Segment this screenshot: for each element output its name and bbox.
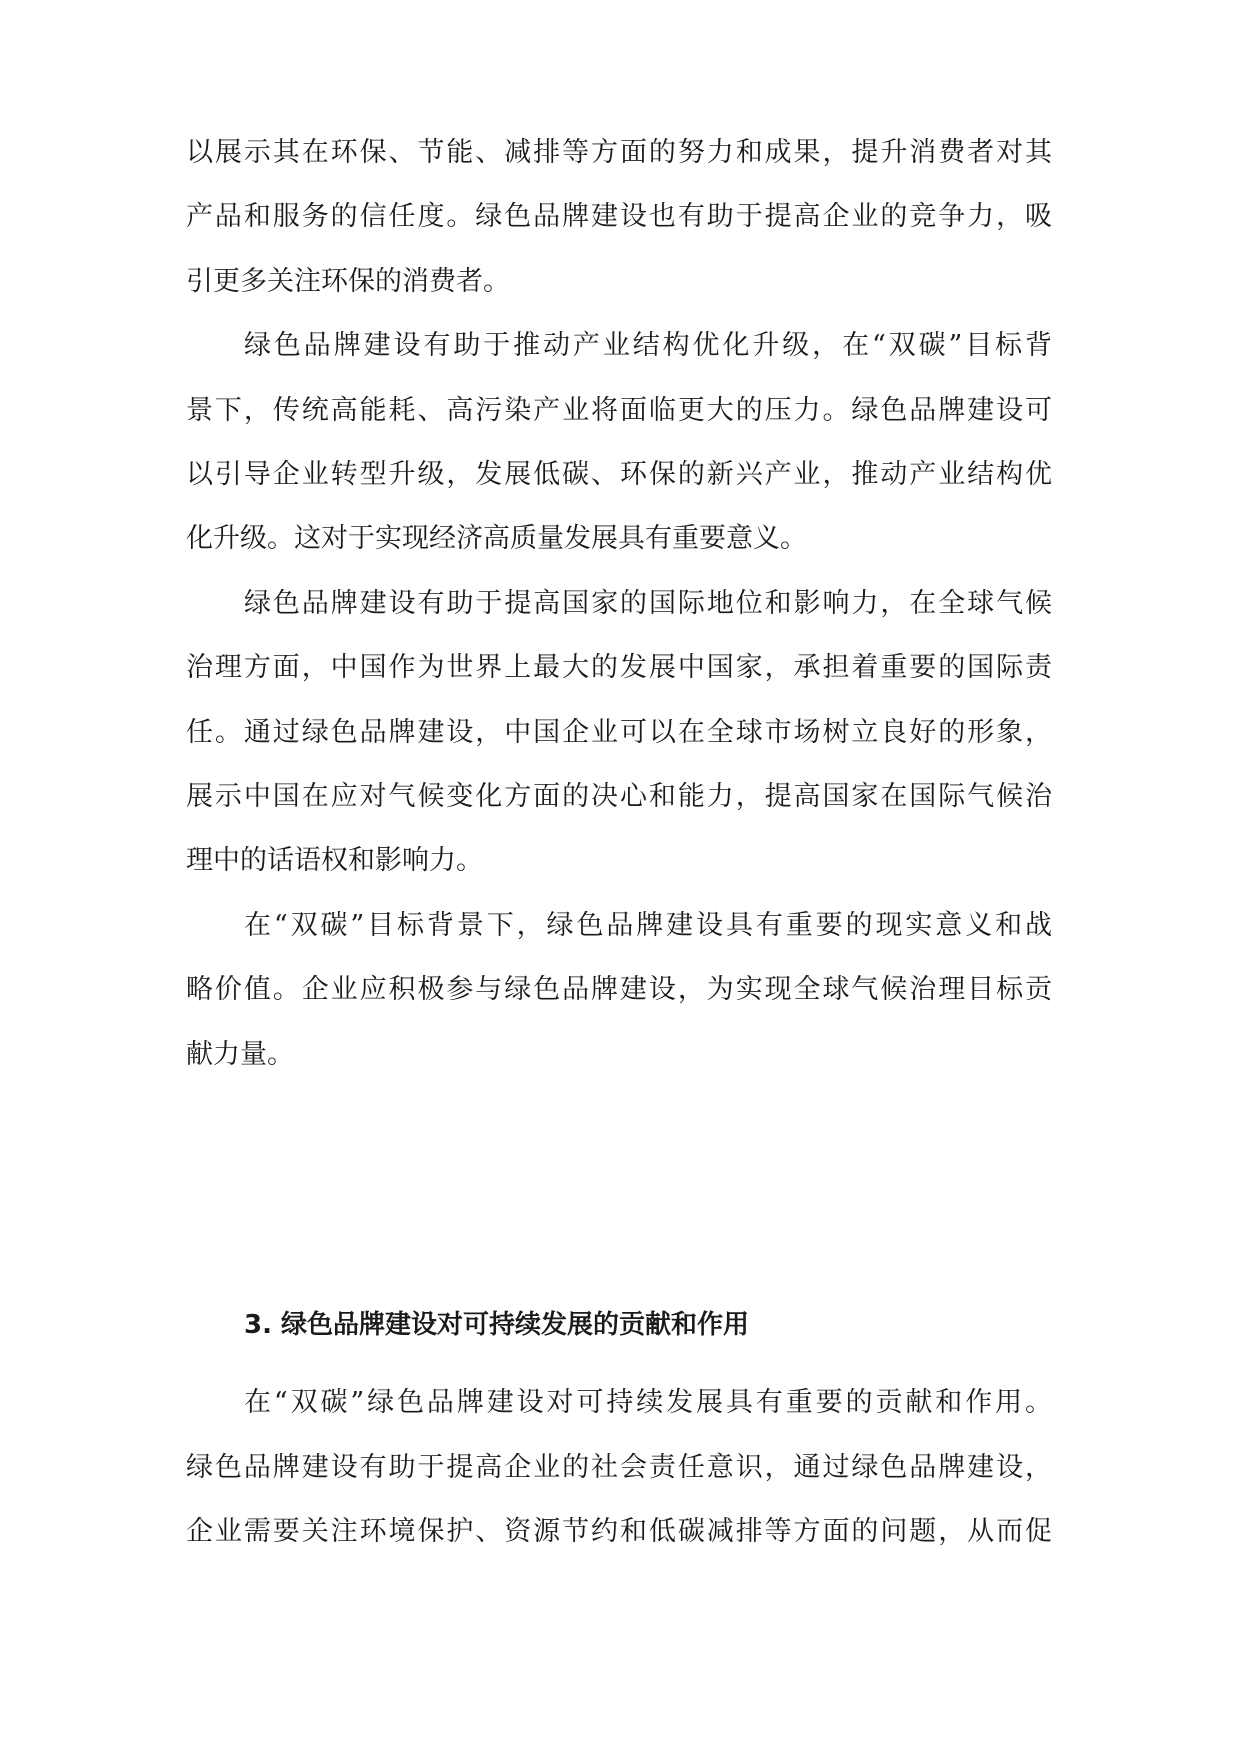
paragraph-line: 理中的话语权和影响力。 <box>186 845 483 876</box>
paragraph-line: 产品和服务的信任度。绿色品牌建设也有助于提高企业的竞争力，吸 <box>186 201 1052 232</box>
paragraph-line: 以引导企业转型升级，发展低碳、环保的新兴产业，推动产业结构优 <box>186 459 1052 490</box>
paragraph-line: 绿色品牌建设有助于推动产业结构优化升级，在“双碳”目标背 <box>244 330 1052 361</box>
paragraph-line: 绿色品牌建设有助于提高企业的社会责任意识，通过绿色品牌建设， <box>186 1452 1052 1483</box>
paragraph-line: 献力量。 <box>186 1039 294 1070</box>
paragraph-line: 化升级。这对于实现经济高质量发展具有重要意义。 <box>186 523 807 554</box>
section-heading: 3. 绿色品牌建设对可持续发展的贡献和作用 <box>244 1310 750 1340</box>
paragraph-line: 引更多关注环保的消费者。 <box>186 266 510 297</box>
paragraph-line: 景下，传统高能耗、高污染产业将面临更大的压力。绿色品牌建设可 <box>186 395 1052 426</box>
paragraph-line: 略价值。企业应积极参与绿色品牌建设，为实现全球气候治理目标贡 <box>186 974 1052 1005</box>
paragraph-line: 绿色品牌建设有助于提高国家的国际地位和影响力，在全球气候 <box>244 588 1052 619</box>
paragraph-line: 任。通过绿色品牌建设，中国企业可以在全球市场树立良好的形象， <box>186 717 1052 748</box>
paragraph-line: 展示中国在应对气候变化方面的决心和能力，提高国家在国际气候治 <box>186 781 1052 812</box>
paragraph-line: 企业需要关注环境保护、资源节约和低碳减排等方面的问题，从而促 <box>186 1516 1052 1547</box>
paragraph-line: 治理方面，中国作为世界上最大的发展中国家，承担着重要的国际责 <box>186 652 1052 683</box>
paragraph-line: 以展示其在环保、节能、减排等方面的努力和成果，提升消费者对其 <box>186 137 1052 168</box>
paragraph-line: 在“双碳”绿色品牌建设对可持续发展具有重要的贡献和作用。 <box>244 1387 1052 1418</box>
paragraph-line: 在“双碳”目标背景下，绿色品牌建设具有重要的现实意义和战 <box>244 910 1052 941</box>
